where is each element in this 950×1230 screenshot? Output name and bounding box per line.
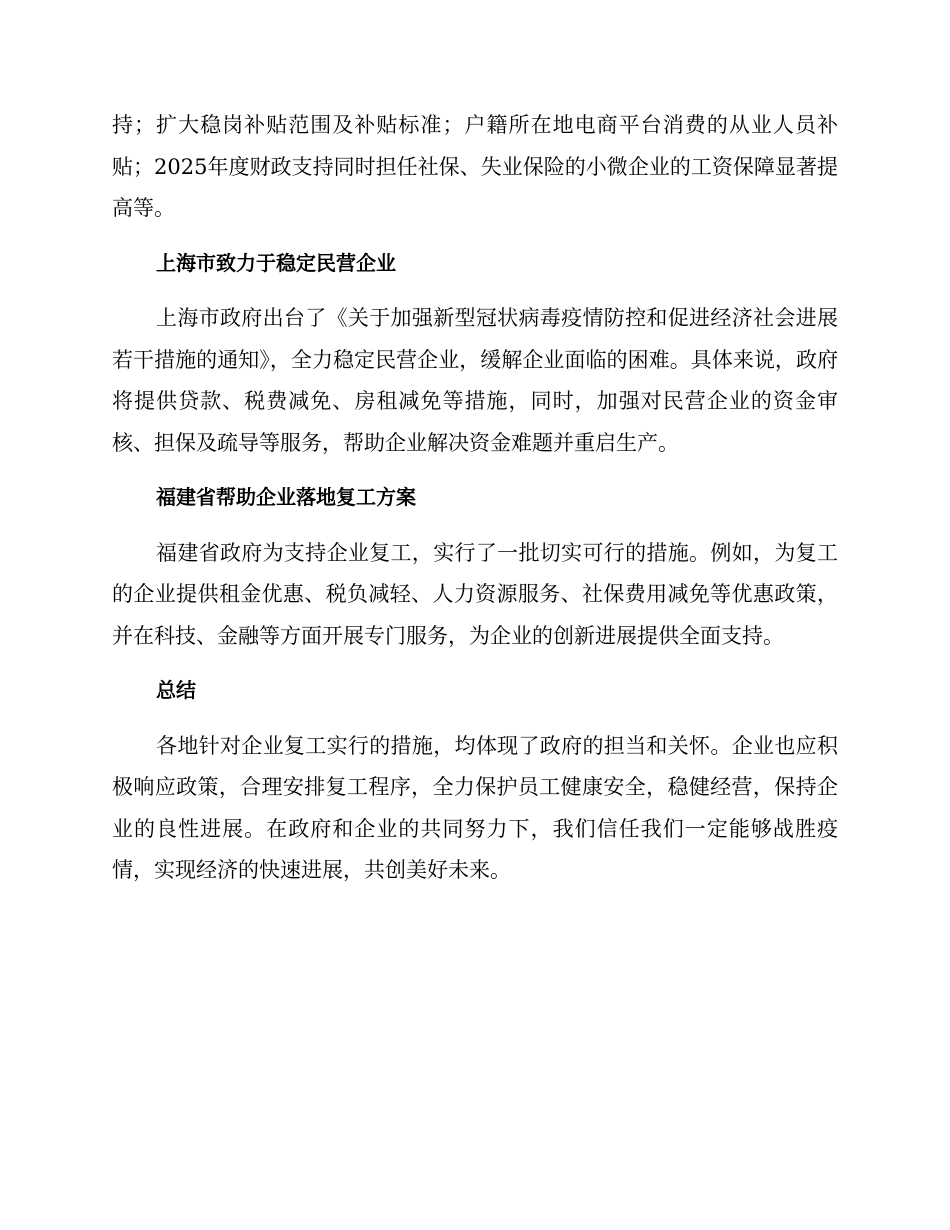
section-heading-shanghai: 上海市致力于稳定民营企业: [156, 250, 396, 275]
section-body-shanghai: 上海市政府出台了《关于加强新型冠状病毒疫情防控和促进经济社会进展若干措施的通知》，全力稳定民营企业，缓解企业面临的困难。具体来说，政府将提供贷款、税费减免、房租减免等措施，同时，加强对民营企业的资金审核、担保及疏导等服务，帮助企业解决资金难题并重启生产。: [112, 306, 838, 455]
section-heading-summary: 总结: [156, 678, 196, 702]
section-heading-fujian: 福建省帮助企业落地复工方案: [156, 485, 416, 509]
document-page: [112, 105, 838, 892]
section-body-summary: 各地针对企业复工实行的措施，均体现了政府的担当和关怀。企业也应积极响应政策，合理安排复工程序，全力保护员工健康安全，稳健经营，保持企业的良性进展。在政府和企业的共同努力下，我们信任我们一定能够战胜疫情，实现经济的快速进展，共创美好未来。: [112, 733, 838, 882]
section-body-fujian: 福建省政府为支持企业复工，实行了一批切实可行的措施。例如，为复工的企业提供租金优惠、税负减轻、人力资源服务、社保费用减免等优惠政策，并在科技、金融等方面开展专门服务，为企业的创新进展提供全面支持。: [112, 540, 838, 648]
intro-paragraph: 持；扩大稳岗补贴范围及补贴标准；户籍所在地电商平台消费的从业人员补贴；2025年度财政支持同时担任社保、失业保险的小微企业的工资保障显著提高等。: [112, 113, 838, 220]
